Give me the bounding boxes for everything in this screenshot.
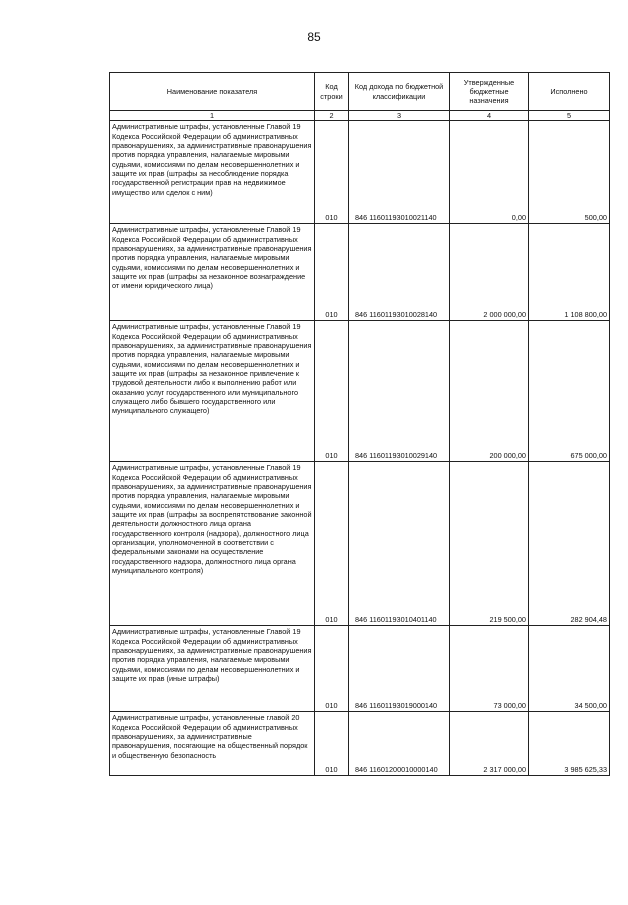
executed-amount: 675 000,00 [529,321,610,462]
approved-amount: 73 000,00 [450,626,529,712]
approved-amount: 219 500,00 [450,462,529,626]
header-line-code: Код строки [315,73,349,111]
income-code: 846 11601193010029140 [349,321,450,462]
budget-income-table [109,72,610,776]
executed-amount: 282 904,48 [529,462,610,626]
header-income-code: Код дохода по бюджетной классификации [349,73,450,111]
line-code: 010 [315,462,349,626]
line-code: 010 [315,626,349,712]
income-code: 846 11601193010028140 [349,224,450,321]
executed-amount: 34 500,00 [529,626,610,712]
line-code: 010 [315,712,349,776]
table-row [110,121,610,224]
column-number: 5 [529,111,610,121]
table-row [110,712,610,776]
indicator-name: Административные штрафы, установленные Главой 19 Кодекса Российской Федерации об административных правонарушениях, за административные правонарушения против порядка управления, налагаемые мировыми судьями, комиссиями по делам несовершеннолетних и защите их прав (штрафы за несоблюдение порядка государственной регистрации прав на недвижимое имущество или сделок с ним) [110,121,315,224]
indicator-name: Административные штрафы, установленные Главой 19 Кодекса Российской Федерации об административных правонарушениях, за административные правонарушения против порядка управления, налагаемые мировыми судьями, комиссиями по делам несовершеннолетних и защите их прав (штрафы за воспрепятствование законной деятельности должностного лица органа государственного контроля (надзора), должностного лица организации, уполномоченной в соответствии с федеральными законами на осуществление государственного надзора, должностного лица органа муниципального контроля) [110,462,315,626]
table-row [110,626,610,712]
column-number: 2 [315,111,349,121]
header-executed: Исполнено [529,73,610,111]
column-number-row [110,111,610,121]
indicator-name: Административные штрафы, установленные Главой 19 Кодекса Российской Федерации об административных правонарушениях, за административные правонарушения против порядка управления, налагаемые мировыми судьями, комиссиями по делам несовершеннолетних и защите их прав (иные штрафы) [110,626,315,712]
income-code: 846 11601193019000140 [349,626,450,712]
table-row [110,224,610,321]
header-row [110,73,610,111]
executed-amount: 500,00 [529,121,610,224]
column-number: 3 [349,111,450,121]
column-number: 1 [110,111,315,121]
indicator-name: Административные штрафы, установленные главой 20 Кодекса Российской Федерации об административных правонарушениях, за административные правонарушения, посягающие на общественный порядок и общественную безопасность [110,712,315,776]
line-code: 010 [315,121,349,224]
table-row [110,462,610,626]
executed-amount: 1 108 800,00 [529,224,610,321]
line-code: 010 [315,224,349,321]
executed-amount: 3 985 625,33 [529,712,610,776]
income-code: 846 11601193010401140 [349,462,450,626]
header-approved: Утвержденные бюджетные назначения [450,73,529,111]
approved-amount: 0,00 [450,121,529,224]
table-row [110,321,610,462]
approved-amount: 2 000 000,00 [450,224,529,321]
line-code: 010 [315,321,349,462]
header-indicator-name: Наименование показателя [110,73,315,111]
approved-amount: 2 317 000,00 [450,712,529,776]
approved-amount: 200 000,00 [450,321,529,462]
page-number: 85 [307,30,321,44]
income-code: 846 11601193010021140 [349,121,450,224]
income-code: 846 11601200010000140 [349,712,450,776]
indicator-name: Административные штрафы, установленные Главой 19 Кодекса Российской Федерации об административных правонарушениях, за административные правонарушения против порядка управления, налагаемые мировыми судьями, комиссиями по делам несовершеннолетних и защите их прав (штрафы за незаконное привлечение к трудовой деятельности либо к выполнению работ или оказанию услуг государственного или муниципального служащего либо бывшего государственного или муниципального служащего) [110,321,315,462]
indicator-name: Административные штрафы, установленные Главой 19 Кодекса Российской Федерации об административных правонарушениях, за административные правонарушения против порядка управления, налагаемые мировыми судьями, комиссиями по делам несовершеннолетних и защите их прав (штрафы за незаконное вознаграждение от имени юридического лица) [110,224,315,321]
column-number: 4 [450,111,529,121]
